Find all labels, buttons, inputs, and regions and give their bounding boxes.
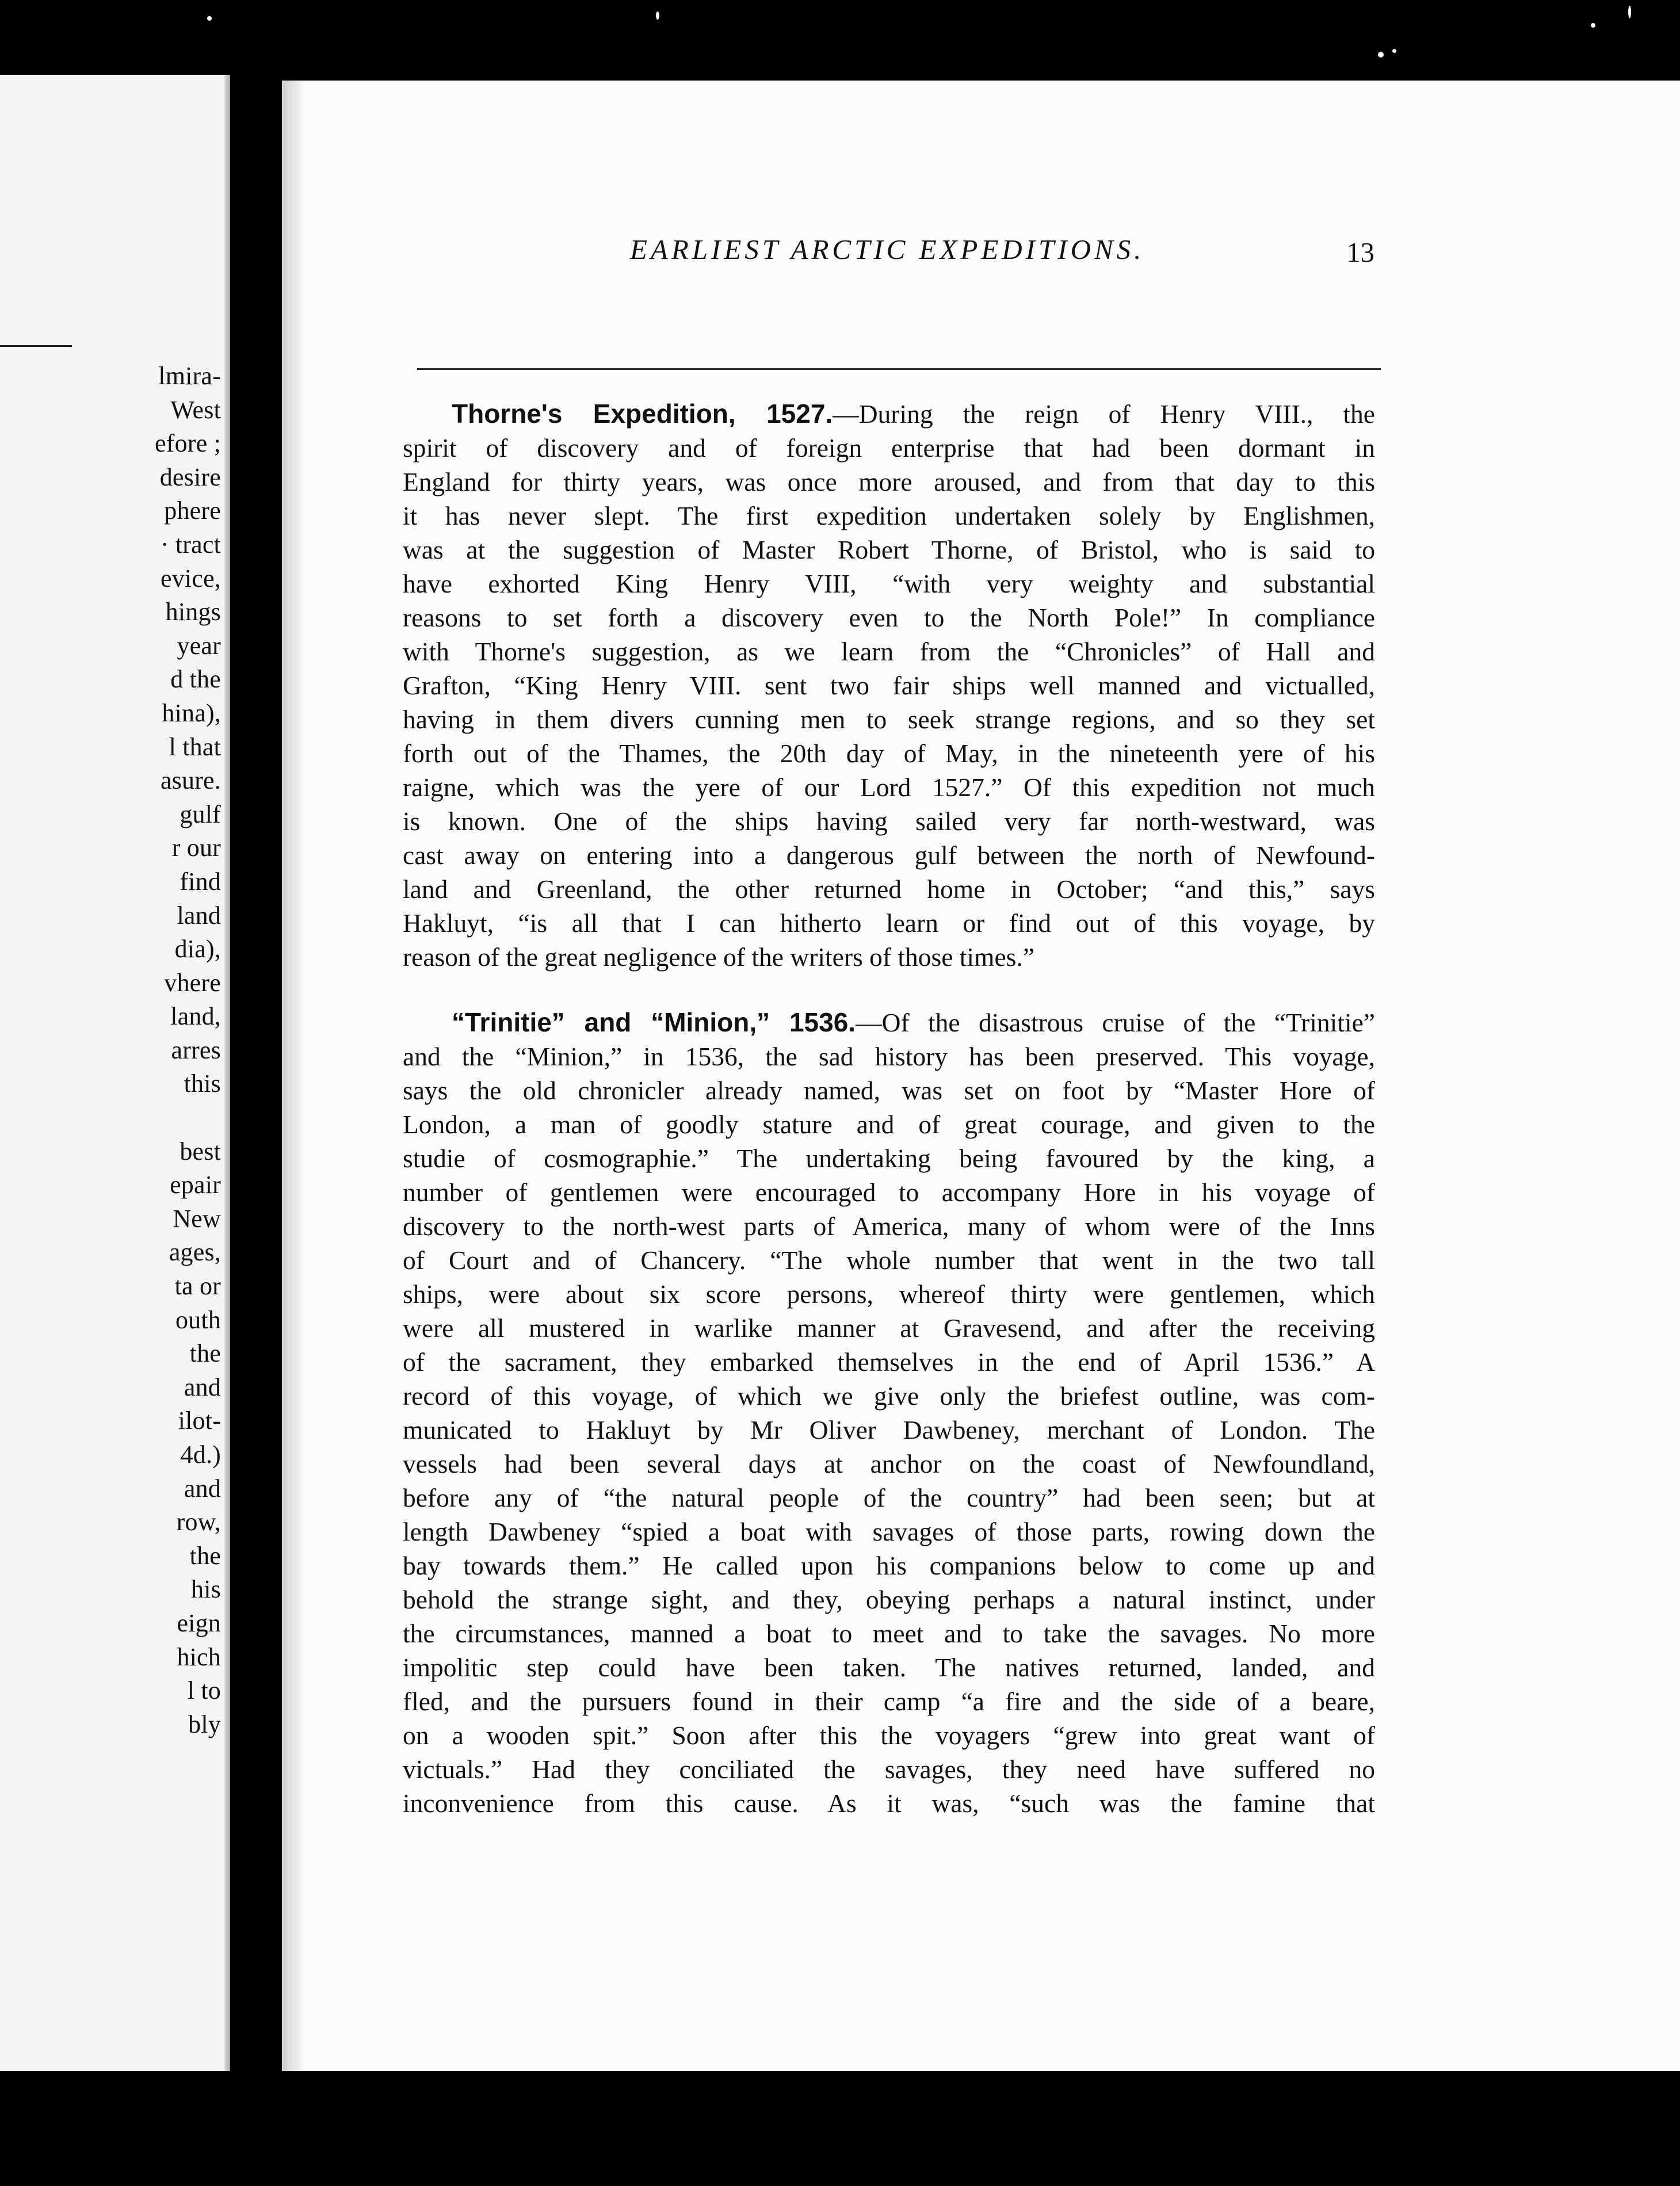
text-line: London, a man of goodly stature and of great courage, and given to the xyxy=(403,1110,1375,1139)
text-line: on a wooden spit.” Soon after this the voyagers “grew into great want of xyxy=(403,1721,1375,1750)
text-line: Grafton, “King Henry VIII. sent two fair ships well manned and victualled, xyxy=(403,671,1375,700)
left-page-line: phere xyxy=(164,496,221,525)
text-line: with Thorne's suggestion, as we learn from the “Chronicles” of Hall and xyxy=(403,637,1375,666)
section-trinitie-minion xyxy=(403,1006,1375,1820)
left-page-line: l to xyxy=(187,1676,221,1705)
text-line: were all mustered in warlike manner at Gravesend, and after the receiving xyxy=(403,1313,1375,1343)
text-line: have exhorted King Henry VIII, “with very weighty and substantial xyxy=(403,569,1375,598)
text-line: says the old chronicler already named, was set on foot by “Master Hore of xyxy=(403,1076,1375,1105)
left-page-line: arres xyxy=(171,1035,221,1064)
left-page-line xyxy=(94,1101,221,1135)
left-page-line: epair xyxy=(170,1171,221,1199)
speck xyxy=(1392,49,1396,53)
text-line: land and Greenland, the other returned home in October; “and this,” says xyxy=(403,874,1375,904)
left-page-line: eign xyxy=(177,1608,221,1637)
speck xyxy=(1591,23,1595,28)
page-gutter xyxy=(224,75,230,2071)
section-first-line xyxy=(403,1006,1375,1040)
section-first-line xyxy=(403,397,1375,431)
left-page-line: dia), xyxy=(174,935,221,964)
left-page-line: desire xyxy=(159,463,221,491)
left-page-line: ta or xyxy=(174,1272,221,1301)
text-line: of Court and of Chancery. “The whole number that went in the two tall xyxy=(403,1245,1375,1275)
speck xyxy=(1628,6,1631,18)
left-page-line: efore ; xyxy=(155,429,221,458)
text-line: reasons to set forth a discovery even to the North Pole!” In compliance xyxy=(403,603,1375,632)
text-line: inconvenience from this cause. As it was, “such was the famine that xyxy=(403,1788,1375,1818)
text-line: impolitic step could have been taken. The natives returned, landed, and xyxy=(403,1653,1375,1682)
left-page-line: ages, xyxy=(169,1238,221,1267)
left-page-line: evice, xyxy=(160,564,221,593)
left-page-line: New xyxy=(173,1204,221,1233)
text-line: Hakluyt, “is all that I can hitherto learn or find out of this voyage, by xyxy=(403,908,1375,938)
left-page-line: d the xyxy=(170,665,221,694)
section-heading: “Trinitie” and “Minion,” 1536. xyxy=(452,1007,856,1037)
text-line: fled, and the pursuers found in their camp “a fire and the side of a beare, xyxy=(403,1687,1375,1716)
speck xyxy=(1378,52,1384,58)
text-line: cast away on entering into a dangerous gulf between the north of Newfound- xyxy=(403,840,1375,870)
speck xyxy=(207,16,212,21)
left-page-line: lmira- xyxy=(158,362,221,390)
left-page-line: r our xyxy=(171,834,221,862)
text-line: the circumstances, manned a boat to meet and to take the savages. No more xyxy=(403,1619,1375,1648)
text-line: number of gentlemen were encouraged to accompany Hore in his voyage of xyxy=(403,1178,1375,1207)
left-page-line: year xyxy=(177,631,221,660)
text-line: length Dawbeney “spied a boat with savages of those parts, rowing down the xyxy=(403,1517,1375,1546)
left-page-line: row, xyxy=(176,1508,221,1537)
left-page-line: and xyxy=(184,1474,221,1503)
text-line: reason of the great negligence of the writers of those times.” xyxy=(403,942,1034,972)
left-page-line: this xyxy=(184,1069,221,1098)
page-gutter-shadow xyxy=(282,81,305,2071)
left-page-line: find xyxy=(180,867,221,896)
text-line: record of this voyage, of which we give only the briefest outline, was com- xyxy=(403,1381,1375,1411)
left-page-line: hina), xyxy=(162,698,221,727)
left-page-line: hings xyxy=(165,598,221,626)
left-page-line: ilot- xyxy=(178,1407,221,1435)
section-heading: Thorne's Expedition, 1527. xyxy=(452,399,833,429)
left-page-line: gulf xyxy=(180,800,221,828)
text-line: England for thirty years, was once more aroused, and from that day to this xyxy=(403,467,1375,496)
left-page-line: · tract xyxy=(160,530,221,559)
left-page-fragment xyxy=(0,75,230,2071)
header-rule xyxy=(417,368,1381,370)
left-page-line: vhere xyxy=(164,968,221,997)
left-page-rule xyxy=(0,345,72,347)
text-line: municated to Hakluyt by Mr Oliver Dawbeney, merchant of London. The xyxy=(403,1415,1375,1444)
left-page-line: hich xyxy=(177,1642,221,1671)
text-line: having in them divers cunning men to seek strange regions, and so they set xyxy=(403,705,1375,734)
running-header: EARLIEST ARCTIC EXPEDITIONS. xyxy=(630,234,1145,265)
left-page-text xyxy=(94,360,221,1741)
text-line: ships, were about six score persons, whereof thirty were gentlemen, which xyxy=(403,1279,1375,1309)
speck xyxy=(656,12,659,20)
text-line: before any of “the natural people of the country” had been seen; but at xyxy=(403,1483,1375,1512)
left-page-line: asure. xyxy=(160,766,221,795)
left-page-line: his xyxy=(191,1575,221,1604)
left-page-line: land, xyxy=(170,1002,221,1031)
text-line: discovery to the north-west parts of America, many of whom were of the Inns xyxy=(403,1212,1375,1241)
text-line: bay towards them.” He called upon his companions below to come up and xyxy=(403,1551,1375,1580)
text-line: studie of cosmographie.” The undertaking being favoured by the king, a xyxy=(403,1144,1375,1173)
text-line: spirit of discovery and of foreign enterprise that had been dormant in xyxy=(403,433,1375,463)
text-line: of the sacrament, they embarked themselves in the end of April 1536.” A xyxy=(403,1347,1375,1377)
left-page-line: l that xyxy=(169,732,221,761)
section-thorne xyxy=(403,397,1375,974)
left-page-line: the xyxy=(189,1541,221,1570)
left-page-line: bly xyxy=(188,1710,221,1738)
text-line: forth out of the Thames, the 20th day of May, in the nineteenth yere of his xyxy=(403,739,1375,768)
section-text: —Of the disastrous cruise of the “Trinitie” xyxy=(856,1008,1375,1037)
text-line: and the “Minion,” in 1536, the sad history has been preserved. This voyage, xyxy=(403,1042,1375,1071)
page-number: 13 xyxy=(1346,236,1374,268)
text-line: behold the strange sight, and they, obeying perhaps a natural instinct, under xyxy=(403,1585,1375,1614)
left-page-line: West xyxy=(170,395,221,424)
text-line: it has never slept. The first expedition undertaken solely by Englishmen, xyxy=(403,501,1375,530)
text-line: victuals.” Had they conciliated the savages, they need have suffered no xyxy=(403,1755,1375,1784)
left-page-line: and xyxy=(184,1373,221,1401)
text-line: raigne, which was the yere of our Lord 1527.” Of this expedition not much xyxy=(403,773,1375,802)
left-page-line: the xyxy=(189,1339,221,1368)
section-text: —During the reign of Henry VIII., the xyxy=(833,399,1375,429)
text-line: vessels had been several days at anchor on the coast of Newfoundland, xyxy=(403,1449,1375,1478)
left-page-line: 4d.) xyxy=(180,1440,221,1469)
text-line: is known. One of the ships having sailed very far north-westward, was xyxy=(403,807,1375,836)
left-page-line: best xyxy=(180,1137,221,1165)
text-line: was at the suggestion of Master Robert Thorne, of Bristol, who is said to xyxy=(403,535,1375,564)
left-page-line: outh xyxy=(175,1305,221,1334)
left-page-line: land xyxy=(177,901,221,930)
